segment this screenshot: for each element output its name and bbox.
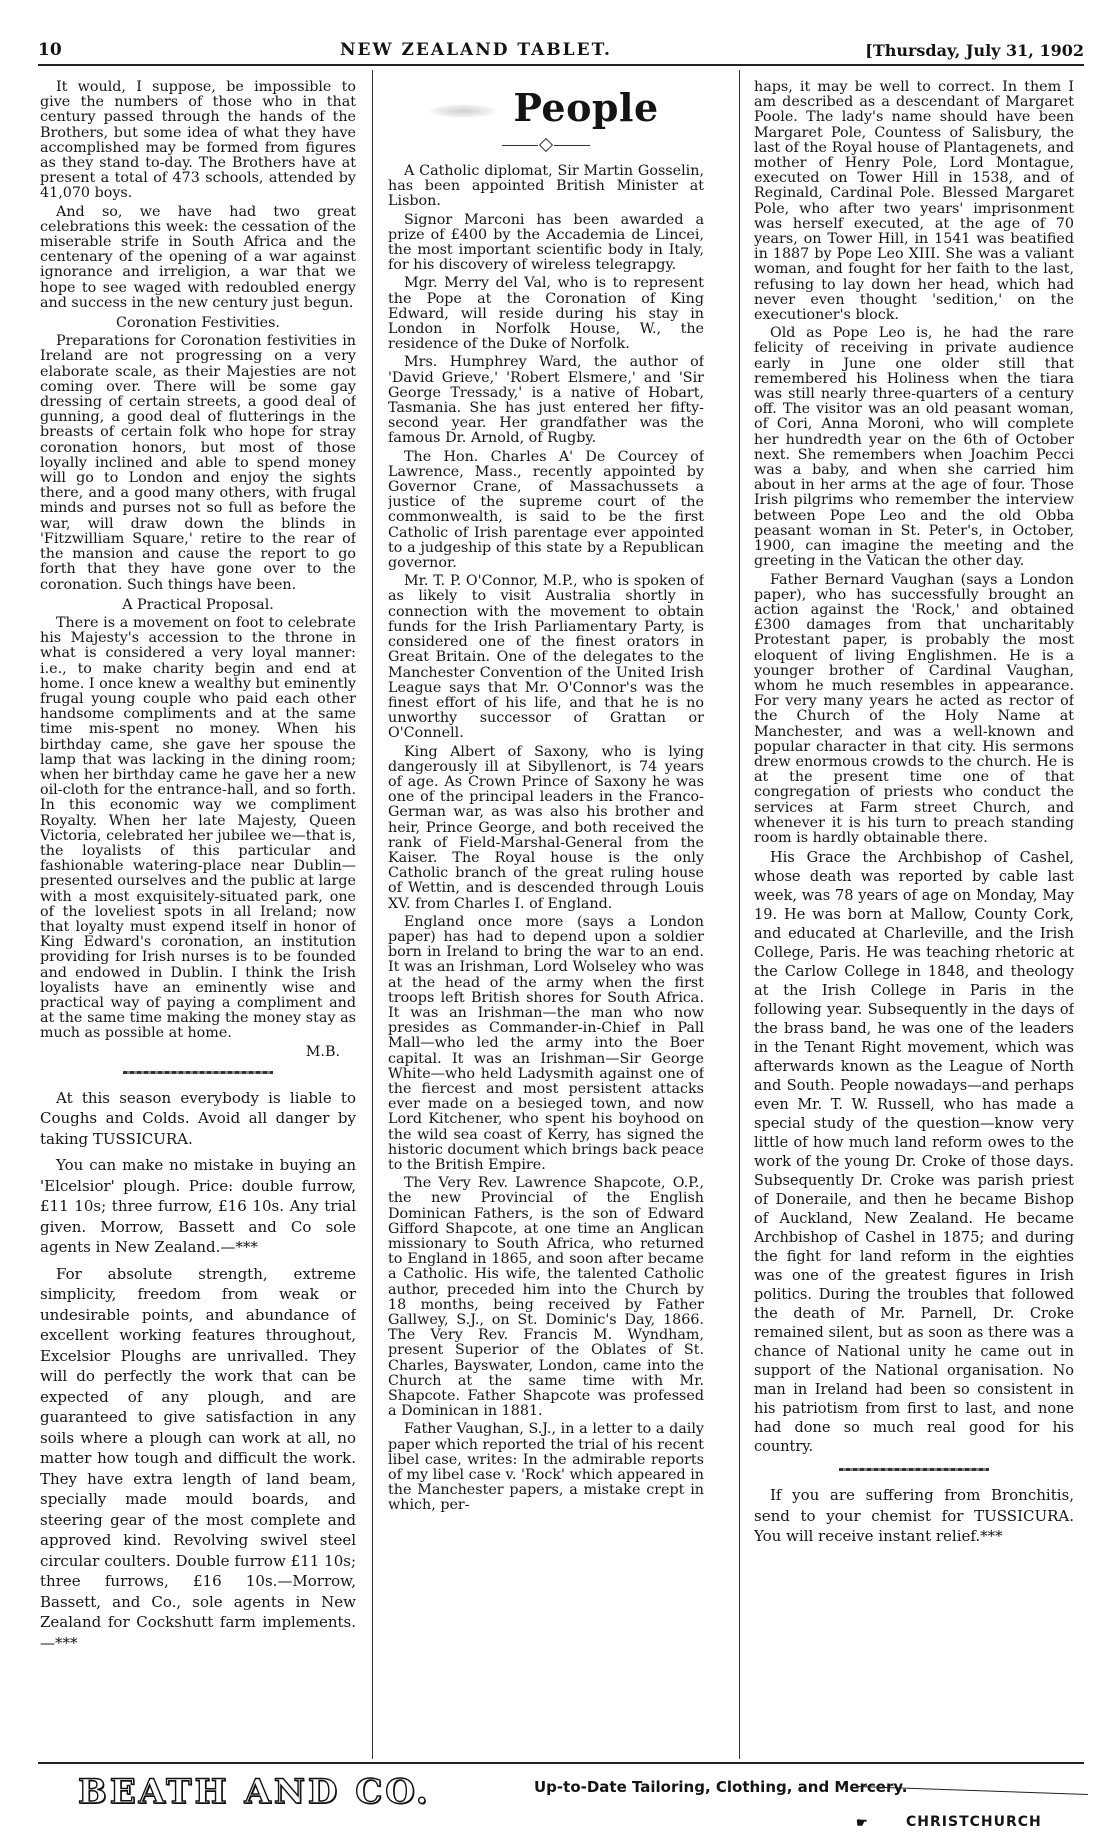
article-paragraph: Preparations for Coronation festivities in Ireland are not progressing on a very elaborate scale, as their Majesties are not coming over. There will be some gay dressing of certain streets, a good deal of gunning, a good deal of flutterings in the breasts of certain folk who hope for stray coronation honors, but most of those loyally inclined and able to spend money will go to London and enjoy the sights there, and a good many others, with frugal minds and purses not so full as before the war, will draw down the blinds in 'Fitzwilliam Square,' retire to the rear of the mansion and cause the report to go forth that they have gone over to the coronation. Such things have been.	[40, 333, 356, 593]
news-item: Signor Marconi has been awarded a prize of £400 by the Accademia de Lincei, the most important scientific body in Italy, for his discovery of wireless telegrapgy.	[388, 211, 704, 274]
footer-advertisement	[48, 1768, 1084, 1838]
advertisement: If you are suffering from Bronchitis, send to your chemist for TUSSICURA. You will receive instant relief.***	[754, 1486, 1074, 1546]
masthead-title: NEW ZEALAND TABLET.	[340, 40, 612, 60]
news-item: Father Vaughan, S.J., in a letter to a daily paper which reported the trial of his recent libel case, writes: In the admirable reports of my libel case v. 'Rock' which appeared in the Manchester papers, a mistake crept in which, per-	[388, 1421, 704, 1514]
article-paragraph: There is a movement on foot to celebrate his Majesty's accession to the throne in what is considered a very loyal manner: i.e., to make charity begin and end at home. I once knew a wealthy but eminently frugal young couple who paid each other handsome compliments and at the same time mis-spent no money. When his birthday came, she gave her spouse the lamp that was lacking in the dining room; when her birthday came he gave her a new oil-cloth for the entrance-hall, and so forth. In this economic way we compliment Royalty. When her late Majesty, Queen Victoria, celebrated her jubilee we—that is, the loyalists of this particular and fashionable watering-place near Dublin—presented ourselves and the public at large with a most exquisitely-situated park, one of the loveliest spots in all Ireland; now that loyalty must expend itself in honor of King Edward's coronation, an institution providing for Irish nurses is to be founded and endowed in Dublin. I think the Irish loyalists have an eminently wise and practical way of paying a compliment and at the same time making the money stay as much as possible at home.	[40, 614, 356, 1042]
news-item: King Albert of Saxony, who is lying dangerously ill at Sibyllenort, is 74 years of age. As Crown Prince of Saxony he was one of the principal leaders in the Franco-German war, as was also his brother and heir, Prince George, and both received the rank of Field-Marshal-General from the Kaiser. The Royal house is the only Catholic branch of the great ruling house of Wettin, and is descended through Louis XV. from Charles I. of England.	[388, 743, 704, 912]
news-item: Old as Pope Leo is, he had the rare felicity of receiving in private audience early in June one older still that remembered his Holiness when the tiara was still nearly three-quarters of a century off. The visitor was an old peasant woman, of Cori, Anna Moroni, who will complete her hundredth year on the 6th of October next. She remembers when Joachim Pecci was a baby, and when she carried him about in her arms at the age of four. Those Irish pilgrims who remember the interview between Pope Leo and the old Obba peasant woman in St. Peter's, in October, 1900, can imagine the meeting and the greeting in the Vatican the other day.	[754, 325, 1074, 570]
advertisement: For absolute strength, extreme simplicity, freedom from weak or undesirable points, and abundance of excellent working features throughout, Excelsior Ploughs are unrivalled. They will do perfectly the work that can be expected of any plough, and are guaranteed to give satisfaction in any soils where a plough can work at all, no matter how tough and difficult the work. They have extra length of land beam, specially made mould boards, and steering gear of the most complete and approved kind. Revolving swivel steel circular coulters. Double furrow £11 10s; three furrows, £16 10s.—Morrow, Bassett, and Co., sole agents in New Zealand for Cockshutt farm implements.—***	[40, 1264, 356, 1652]
advertiser-city: CHRISTCHURCH	[906, 1814, 1042, 1830]
news-item: Father Bernard Vaughan (says a London paper), who has successfully brought an action against the 'Rock,' and obtained £300 damages from that uncharitably Protestant paper, is probably the most eloquent of living Englishmen. He is a younger brother of Cardinal Vaughan, whom he much resembles in appearance. For very many years he acted as rector of the Church of the Holy Name at Manchester, and was a well-known and popular character in that city. His sermons drew enormous crowds to the church. He is at the present time one of that congregation of priests who conduct the services at Farm street Church, and whenever it is his turn to preach standing room is hardly obtainable there.	[754, 571, 1074, 846]
news-item: Mgr. Merry del Val, who is to represent the Pope at the Coronation of King Edward, will reside during his stay in London in Norfolk House, W., the residence of the Duke of Norfolk.	[388, 275, 704, 353]
ornamental-divider	[839, 1463, 989, 1477]
page-header	[38, 30, 1084, 60]
author-signature: M.B.	[305, 1043, 340, 1060]
news-item: A Catholic diplomat, Sir Martin Gosselin, has been appointed British Minister at Lisbon.	[388, 163, 704, 210]
advertiser-tagline: Up-to-Date Tailoring, Clothing, and Mercery.	[534, 1778, 908, 1796]
column-divider-1	[372, 70, 373, 1759]
column-divider-2	[739, 70, 740, 1759]
advertisement: At this season everybody is liable to Coughs and Colds. Avoid all danger by taking TUSSICURA.	[40, 1088, 356, 1148]
news-item: The Hon. Charles A' De Courcey of Lawrence, Mass., recently appointed by Governor Crane, of Massachussets a justice of the supreme court of the commonwealth, is said to be the first Catholic of Irish parentage ever appointed to a judgeship of this state by a Republican governor.	[388, 448, 704, 572]
people-heading-block	[388, 82, 704, 134]
article-paragraph: And so, we have had two great celebrations this week: the cessation of the miserable strife in South Africa and the centenary of the opening of a war against ignorance and irreligion, a war that we hope to see waged with redoubled energy and success in the new century just begun.	[40, 203, 356, 311]
column-3	[754, 80, 1074, 1759]
ornamental-divider	[123, 1066, 273, 1080]
pointing-hand-icon: ☛	[856, 1816, 868, 1831]
section-heading: People	[513, 85, 659, 130]
advertiser-name: BEATH AND CO.	[78, 1772, 431, 1812]
news-item: Mrs. Humphrey Ward, the author of 'David Grieve,' 'Robert Elsmere,' and 'Sir George Tressady,' is a native of Hobart, Tasmania. She has just entered her fifty-second year. Her grandfather was the famous Dr. Arnold, of Rugby.	[388, 354, 704, 447]
news-item: Mr. T. P. O'Connor, M.P., who is spoken of as likely to visit Australia shortly in connection with the movement to obtain funds for the Irish Parliamentary Party, is considered one of the finest orators in Great Britain. One of the delegates to the Manchester Convention of the United Irish League says that Mr. O'Connor's was the finest effort of his life, and that he is no unworthy successor of Grattan or O'Connell.	[388, 573, 704, 742]
news-item-continued: haps, it may be well to correct. In them I am described as a descendant of Margaret Poole. The lady's name should have been Margaret Pole, Countess of Salisbury, the last of the Royal house of Plantagenets, and mother of Henry Pole, Lord Montague, executed on Tower Hill in 1538, and of Reginald, Cardinal Pole. Blessed Margaret Pole, who after two years' imprisonment was herself executed, at the age of 70 years, on Tower Hill, in 1541 was beatified in 1887 by Pope Leo XIII. She was a valiant woman, and fought for her faith to the last, refusing to lay down her head, which had never even thought 'sedition,' on the executioner's block.	[754, 80, 1074, 324]
news-item: His Grace the Archbishop of Cashel, whose death was reported by cable last week, was 78 years of age on Monday, May 19. He was born at Mallow, County Cork, and educated at Charleville, and the Irish College, Paris. He was teaching rhetoric at the Carlow College in 1848, and theology at the Irish College in Paris in the following year. Subsequently in the days of the brass band, he was one of the leaders in the Tenant Right movement, which was afterwards known as the League of North and South. People nowadays—and perhaps even Mr. T. W. Russell, who has made a special study of the question—know very little of how much land reform owes to the work of the young Dr. Croke of those days. Subsequently Dr. Croke was parish priest of Doneraile, and then he became Bishop of Auckland, New Zealand. He became Archbishop of Cashel in 1875; and during the fight for land reform in the eighties was one of the greatest figures in Irish politics. During the troubles that followed the death of Mr. Parnell, Dr. Croke remained silent, but as soon as there was a chance of National unity he came out in support of the National organisation. No man in Ireland had been so consistent in his patriotism from first to last, and none had done so much real good for his country.	[754, 850, 1074, 1456]
diamond-rule	[388, 140, 704, 150]
column-1	[40, 80, 356, 1759]
advertisement: You can make no mistake in buying an 'Elcelsior' plough. Price: double furrow, £11 10s; three furrow, £16 10s. Any trial given. Morrow, Bassett and Co sole agents in New Zealand.—***	[40, 1156, 356, 1257]
news-item: The Very Rev. Lawrence Shapcote, O.P., the new Provincial of the English Dominican Fathers, is the son of Edward Gifford Shapcote, at one time an Anglican missionary to South Africa, who returned to England in 1865, and soon after became a Catholic. His wife, the talented Catholic author, preceded him into the Church by 18 months, being received by Father Gallwey, S.J., on St. Dominic's Day, 1866. The Very Rev. Francis M. Wyndham, present Superior of the Oblates of St. Charles, Bayswater, London, came into the Church at the same time with Mr. Shapcote. Father Shapcote was professed a Dominican in 1881.	[388, 1175, 704, 1420]
header-rule	[38, 64, 1084, 66]
page-number: 10	[38, 40, 62, 60]
diamond-ornament-icon	[539, 138, 553, 152]
ink-smudge	[428, 104, 498, 118]
column-2	[388, 80, 704, 1759]
section-subheading: A Practical Proposal.	[122, 596, 274, 613]
section-subheading: Coronation Festivities.	[116, 315, 280, 332]
issue-date: [Thursday, July 31, 1902	[865, 41, 1084, 60]
footer-rule	[38, 1762, 1084, 1764]
article-paragraph: It would, I suppose, be impossible to give the numbers of those who in that century passed through the hands of the Brothers, but some idea of what they have accomplished may be formed from figures as they stand to-day. The Brothers have at present a total of 473 schools, attended by 41,070 boys.	[40, 80, 356, 202]
news-item: England once more (says a London paper) has had to depend upon a soldier born in Ireland to bring the war to an end. It was an Irishman, Lord Wolseley who was at the head of the army when the first troops left British shores for South Africa. It was an Irishman—the man who now presides as Commander-in-Chief in Pall Mall—who led the army into the Boer capital. It was an Irishman—Sir George White—who held Ladysmith against one of the fiercest and most persistent attacks ever made on a besieged town, and now Lord Kitchener, who spent his boyhood on the wild sea coast of Kerry, has signed the historic document which brings back peace to the British Empire.	[388, 913, 704, 1173]
